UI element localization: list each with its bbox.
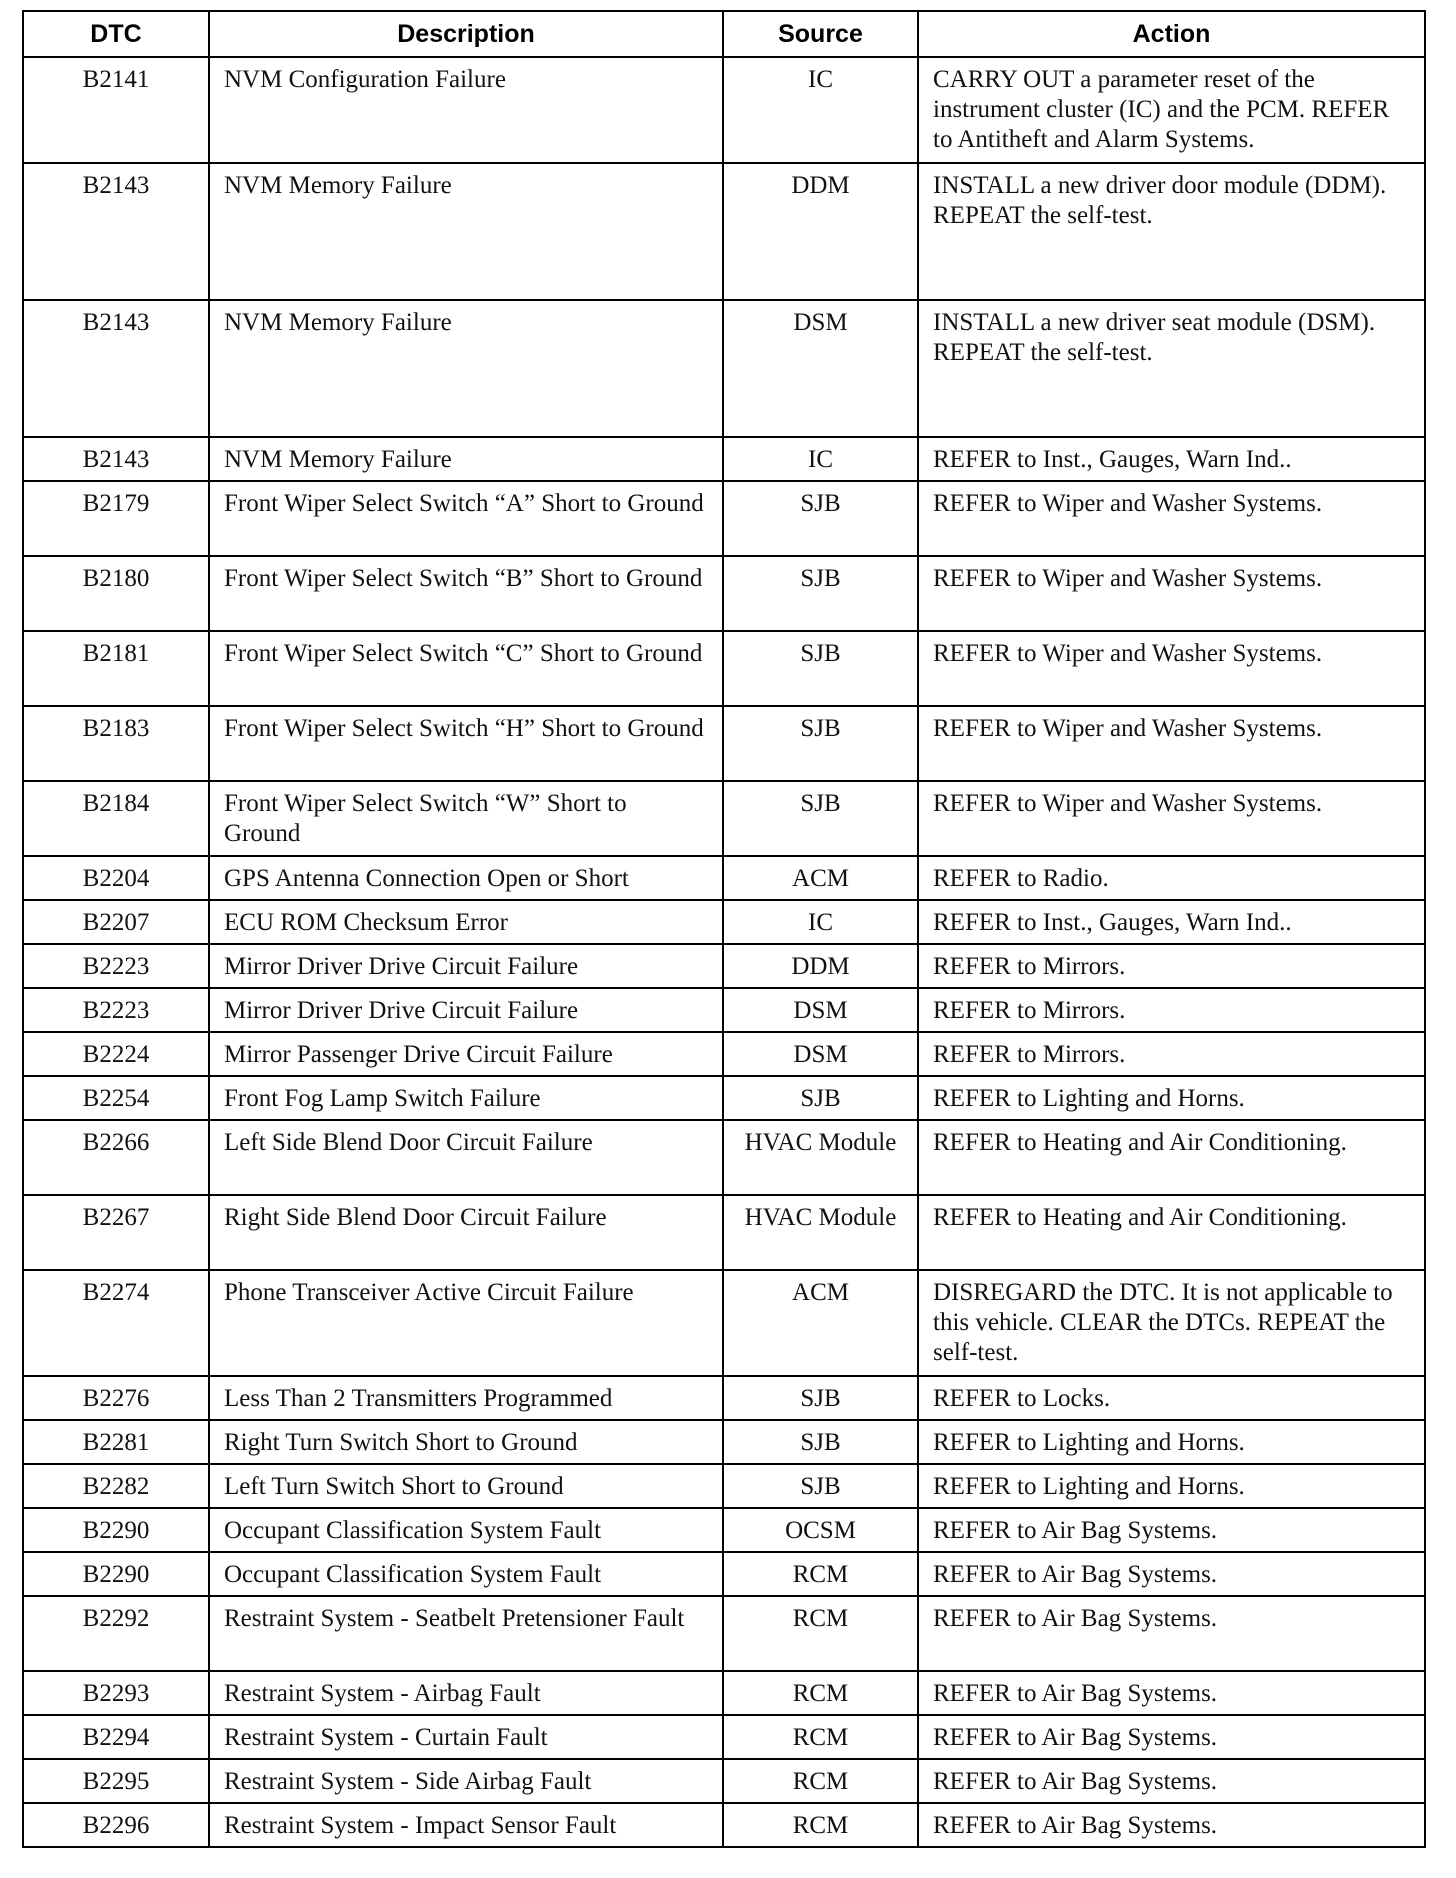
- cell-source: SJB: [723, 556, 918, 631]
- table-row: [23, 1508, 1425, 1552]
- cell-description: NVM Memory Failure: [209, 300, 723, 437]
- table-row: [23, 1715, 1425, 1759]
- table-row: [23, 706, 1425, 781]
- cell-description: Phone Transceiver Active Circuit Failure: [209, 1270, 723, 1376]
- cell-dtc: B2181: [23, 631, 209, 706]
- header-action: Action: [918, 11, 1425, 57]
- cell-dtc: B2179: [23, 481, 209, 556]
- cell-action: DISREGARD the DTC. It is not applicable to this vehicle. CLEAR the DTCs. REPEAT the self-test.: [918, 1270, 1425, 1376]
- cell-description: Mirror Driver Drive Circuit Failure: [209, 944, 723, 988]
- cell-source: ACM: [723, 1270, 918, 1376]
- table-row: [23, 781, 1425, 856]
- cell-action: CARRY OUT a parameter reset of the instrument cluster (IC) and the PCM. REFER to Antitheft and Alarm Systems.: [918, 57, 1425, 163]
- cell-description: Right Side Blend Door Circuit Failure: [209, 1195, 723, 1270]
- table-row: [23, 1464, 1425, 1508]
- cell-source: DSM: [723, 1032, 918, 1076]
- cell-action: REFER to Air Bag Systems.: [918, 1671, 1425, 1715]
- cell-action: REFER to Inst., Gauges, Warn Ind..: [918, 437, 1425, 481]
- cell-dtc: B2143: [23, 300, 209, 437]
- cell-source: RCM: [723, 1671, 918, 1715]
- cell-action: REFER to Wiper and Washer Systems.: [918, 781, 1425, 856]
- cell-action: REFER to Lighting and Horns.: [918, 1076, 1425, 1120]
- cell-dtc: B2183: [23, 706, 209, 781]
- cell-dtc: B2290: [23, 1552, 209, 1596]
- table-row: [23, 988, 1425, 1032]
- cell-action: REFER to Radio.: [918, 856, 1425, 900]
- cell-dtc: B2282: [23, 1464, 209, 1508]
- table-row: [23, 1120, 1425, 1195]
- header-source: Source: [723, 11, 918, 57]
- table-row: [23, 944, 1425, 988]
- cell-description: Right Turn Switch Short to Ground: [209, 1420, 723, 1464]
- cell-source: SJB: [723, 631, 918, 706]
- table-row: [23, 163, 1425, 300]
- cell-description: Mirror Driver Drive Circuit Failure: [209, 988, 723, 1032]
- cell-source: IC: [723, 900, 918, 944]
- cell-action: REFER to Locks.: [918, 1376, 1425, 1420]
- table-row: [23, 1076, 1425, 1120]
- table-row: [23, 437, 1425, 481]
- cell-dtc: B2184: [23, 781, 209, 856]
- cell-description: ECU ROM Checksum Error: [209, 900, 723, 944]
- cell-source: RCM: [723, 1596, 918, 1671]
- cell-description: Front Wiper Select Switch “C” Short to Ground: [209, 631, 723, 706]
- cell-description: NVM Memory Failure: [209, 163, 723, 300]
- cell-dtc: B2290: [23, 1508, 209, 1552]
- cell-description: Front Wiper Select Switch “B” Short to Ground: [209, 556, 723, 631]
- cell-action: REFER to Lighting and Horns.: [918, 1464, 1425, 1508]
- cell-description: Front Wiper Select Switch “W” Short to Ground: [209, 781, 723, 856]
- cell-source: HVAC Module: [723, 1195, 918, 1270]
- cell-source: SJB: [723, 781, 918, 856]
- table-row: [23, 57, 1425, 163]
- cell-action: REFER to Mirrors.: [918, 1032, 1425, 1076]
- table-row: [23, 1596, 1425, 1671]
- cell-action: REFER to Air Bag Systems.: [918, 1508, 1425, 1552]
- cell-source: OCSM: [723, 1508, 918, 1552]
- cell-action: REFER to Air Bag Systems.: [918, 1759, 1425, 1803]
- cell-dtc: B2224: [23, 1032, 209, 1076]
- cell-description: Mirror Passenger Drive Circuit Failure: [209, 1032, 723, 1076]
- cell-description: Occupant Classification System Fault: [209, 1508, 723, 1552]
- cell-dtc: B2141: [23, 57, 209, 163]
- cell-description: Restraint System - Side Airbag Fault: [209, 1759, 723, 1803]
- cell-action: REFER to Wiper and Washer Systems.: [918, 706, 1425, 781]
- cell-dtc: B2274: [23, 1270, 209, 1376]
- cell-source: HVAC Module: [723, 1120, 918, 1195]
- cell-source: IC: [723, 437, 918, 481]
- table-row: [23, 900, 1425, 944]
- cell-dtc: B2223: [23, 944, 209, 988]
- cell-dtc: B2254: [23, 1076, 209, 1120]
- cell-source: RCM: [723, 1715, 918, 1759]
- cell-description: Occupant Classification System Fault: [209, 1552, 723, 1596]
- cell-action: REFER to Heating and Air Conditioning.: [918, 1195, 1425, 1270]
- cell-source: RCM: [723, 1803, 918, 1847]
- cell-dtc: B2266: [23, 1120, 209, 1195]
- cell-description: NVM Configuration Failure: [209, 57, 723, 163]
- cell-action: REFER to Inst., Gauges, Warn Ind..: [918, 900, 1425, 944]
- cell-description: Front Wiper Select Switch “A” Short to Ground: [209, 481, 723, 556]
- table-row: [23, 481, 1425, 556]
- cell-description: Restraint System - Curtain Fault: [209, 1715, 723, 1759]
- cell-description: Left Turn Switch Short to Ground: [209, 1464, 723, 1508]
- cell-description: Restraint System - Seatbelt Pretensioner Fault: [209, 1596, 723, 1671]
- table-row: [23, 1671, 1425, 1715]
- cell-description: Less Than 2 Transmitters Programmed: [209, 1376, 723, 1420]
- cell-source: SJB: [723, 1464, 918, 1508]
- cell-action: REFER to Lighting and Horns.: [918, 1420, 1425, 1464]
- cell-dtc: B2294: [23, 1715, 209, 1759]
- cell-action: REFER to Air Bag Systems.: [918, 1803, 1425, 1847]
- cell-action: REFER to Wiper and Washer Systems.: [918, 556, 1425, 631]
- cell-description: NVM Memory Failure: [209, 437, 723, 481]
- cell-action: REFER to Wiper and Washer Systems.: [918, 481, 1425, 556]
- cell-dtc: B2267: [23, 1195, 209, 1270]
- cell-action: REFER to Air Bag Systems.: [918, 1596, 1425, 1671]
- table-row: [23, 1195, 1425, 1270]
- cell-action: REFER to Mirrors.: [918, 988, 1425, 1032]
- table-row: [23, 1803, 1425, 1847]
- cell-dtc: B2296: [23, 1803, 209, 1847]
- cell-dtc: B2292: [23, 1596, 209, 1671]
- cell-dtc: B2281: [23, 1420, 209, 1464]
- cell-dtc: B2276: [23, 1376, 209, 1420]
- cell-action: REFER to Wiper and Washer Systems.: [918, 631, 1425, 706]
- cell-description: Restraint System - Impact Sensor Fault: [209, 1803, 723, 1847]
- table-row: [23, 1420, 1425, 1464]
- cell-source: RCM: [723, 1759, 918, 1803]
- table-row: [23, 856, 1425, 900]
- cell-action: REFER to Air Bag Systems.: [918, 1715, 1425, 1759]
- header-row: [23, 11, 1425, 57]
- cell-source: DDM: [723, 163, 918, 300]
- cell-dtc: B2293: [23, 1671, 209, 1715]
- table-row: [23, 300, 1425, 437]
- cell-description: Restraint System - Airbag Fault: [209, 1671, 723, 1715]
- table-row: [23, 1552, 1425, 1596]
- cell-source: ACM: [723, 856, 918, 900]
- table-row: [23, 1270, 1425, 1376]
- table-row: [23, 631, 1425, 706]
- cell-dtc: B2295: [23, 1759, 209, 1803]
- cell-action: INSTALL a new driver seat module (DSM). REPEAT the self-test.: [918, 300, 1425, 437]
- cell-dtc: B2207: [23, 900, 209, 944]
- cell-description: Left Side Blend Door Circuit Failure: [209, 1120, 723, 1195]
- cell-source: SJB: [723, 1376, 918, 1420]
- cell-dtc: B2204: [23, 856, 209, 900]
- cell-action: REFER to Mirrors.: [918, 944, 1425, 988]
- header-dtc: DTC: [23, 11, 209, 57]
- cell-source: SJB: [723, 1420, 918, 1464]
- cell-dtc: B2223: [23, 988, 209, 1032]
- table-row: [23, 1376, 1425, 1420]
- cell-description: Front Wiper Select Switch “H” Short to Ground: [209, 706, 723, 781]
- dtc-table: [22, 10, 1426, 1848]
- table-row: [23, 1759, 1425, 1803]
- cell-action: INSTALL a new driver door module (DDM). REPEAT the self-test.: [918, 163, 1425, 300]
- cell-dtc: B2143: [23, 437, 209, 481]
- cell-source: RCM: [723, 1552, 918, 1596]
- cell-description: Front Fog Lamp Switch Failure: [209, 1076, 723, 1120]
- cell-source: DSM: [723, 988, 918, 1032]
- cell-dtc: B2143: [23, 163, 209, 300]
- cell-source: IC: [723, 57, 918, 163]
- cell-dtc: B2180: [23, 556, 209, 631]
- cell-source: SJB: [723, 1076, 918, 1120]
- cell-description: GPS Antenna Connection Open or Short: [209, 856, 723, 900]
- header-description: Description: [209, 11, 723, 57]
- cell-action: REFER to Heating and Air Conditioning.: [918, 1120, 1425, 1195]
- cell-source: SJB: [723, 706, 918, 781]
- cell-source: DDM: [723, 944, 918, 988]
- cell-action: REFER to Air Bag Systems.: [918, 1552, 1425, 1596]
- table-row: [23, 1032, 1425, 1076]
- cell-source: DSM: [723, 300, 918, 437]
- cell-source: SJB: [723, 481, 918, 556]
- table-row: [23, 556, 1425, 631]
